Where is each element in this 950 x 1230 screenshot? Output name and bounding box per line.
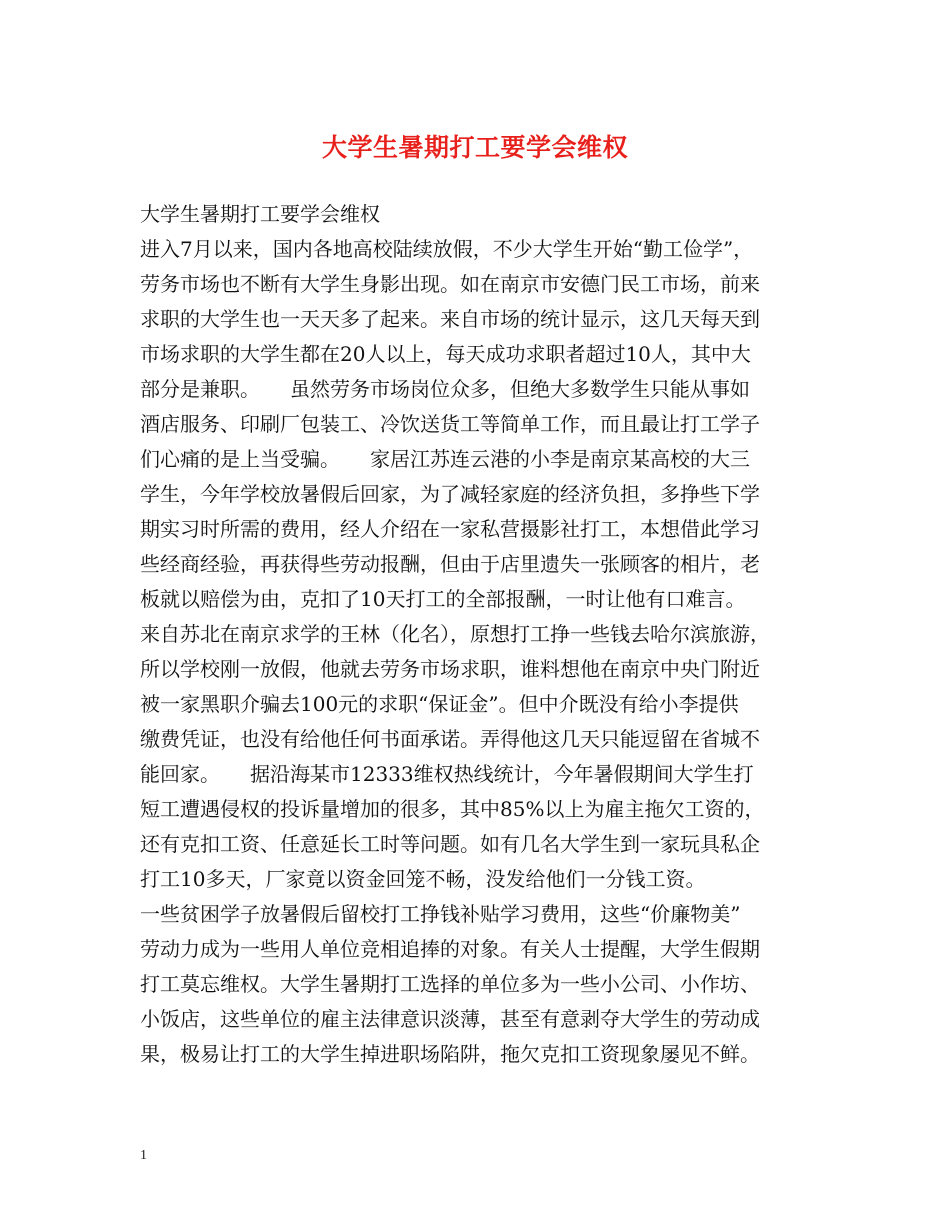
- body-line: 所以学校刚一放假，他就去劳务市场求职，谁料想他在南京中央门附近: [140, 657, 760, 681]
- body-line: 劳务市场也不断有大学生身影出现。如在南京市安德门民工市场，前来: [140, 272, 760, 296]
- body-line: 市场求职的大学生都在20人以上，每天成功求职者超过10人，其中大: [140, 342, 751, 366]
- body-line: 求职的大学生也一天天多了起来。来自市场的统计显示，这几天每天到: [140, 307, 760, 331]
- body-line: 学生，今年学校放暑假后回家，为了减轻家庭的经济负担，多挣些下学: [140, 482, 760, 506]
- body-line: 能回家。 据沿海某市12333维权热线统计，今年暑假期间大学生打: [140, 762, 754, 786]
- body-line: 打工莫忘维权。大学生暑期打工选择的单位多为一些小公司、小作坊、: [140, 972, 760, 996]
- body-line: 还有克扣工资、任意延长工时等问题。如有几名大学生到一家玩具私企: [140, 832, 760, 856]
- body-line: 被一家黑职介骗去100元的求职“保证金”。但中介既没有给小李提供: [140, 692, 739, 716]
- body-line: 劳动力成为一些用人单位竞相追捧的对象。有关人士提醒，大学生假期: [140, 937, 760, 961]
- body-line: 板就以赔偿为由，克扣了10天打工的全部报酬，一时让他有口难言。: [140, 587, 746, 611]
- page-number: 1: [140, 1148, 147, 1163]
- body-line: 酒店服务、印刷厂包装工、冷饮送货工等简单工作，而且最让打工学子: [140, 412, 760, 436]
- body-line: 期实习时所需的费用，经人介绍在一家私营摄影社打工，本想借此学习: [140, 517, 760, 541]
- body-line: 大学生暑期打工要学会维权: [140, 202, 380, 226]
- body-line: 打工10多天，厂家竟以资金回笼不畅，没发给他们一分钱工资。: [140, 867, 706, 891]
- body-line: 进入7月以来，国内各地高校陆续放假，不少大学生开始“勤工俭学”，: [140, 237, 754, 261]
- document-body: [140, 197, 830, 1072]
- document-title: 大学生暑期打工要学会维权: [321, 133, 628, 162]
- body-line: 些经商经验，再获得些劳动报酬，但由于店里遗失一张顾客的相片，老: [140, 552, 760, 576]
- body-line: 部分是兼职。 虽然劳务市场岗位众多，但绝大多数学生只能从事如: [140, 377, 750, 401]
- body-line: 小饭店，这些单位的雇主法律意识淡薄，甚至有意剥夺大学生的劳动成: [140, 1007, 760, 1031]
- body-line: 缴费凭证，也没有给他任何书面承诺。弄得他这几天只能逗留在省城不: [140, 727, 760, 751]
- body-line: 果，极易让打工的大学生掉进职场陷阱，拖欠克扣工资现象屡见不鲜。: [140, 1042, 760, 1066]
- body-line: 一些贫困学子放暑假后留校打工挣钱补贴学习费用，这些“价廉物美”: [140, 902, 741, 926]
- body-line: 们心痛的是上当受骗。 家居江苏连云港的小李是南京某高校的大三: [140, 447, 750, 471]
- body-line: 来自苏北在南京求学的王林（化名），原想打工挣一些钱去哈尔滨旅游，: [140, 622, 770, 646]
- body-line: 短工遭遇侵权的投诉量增加的很多，其中85%以上为雇主拖欠工资的，: [140, 797, 765, 821]
